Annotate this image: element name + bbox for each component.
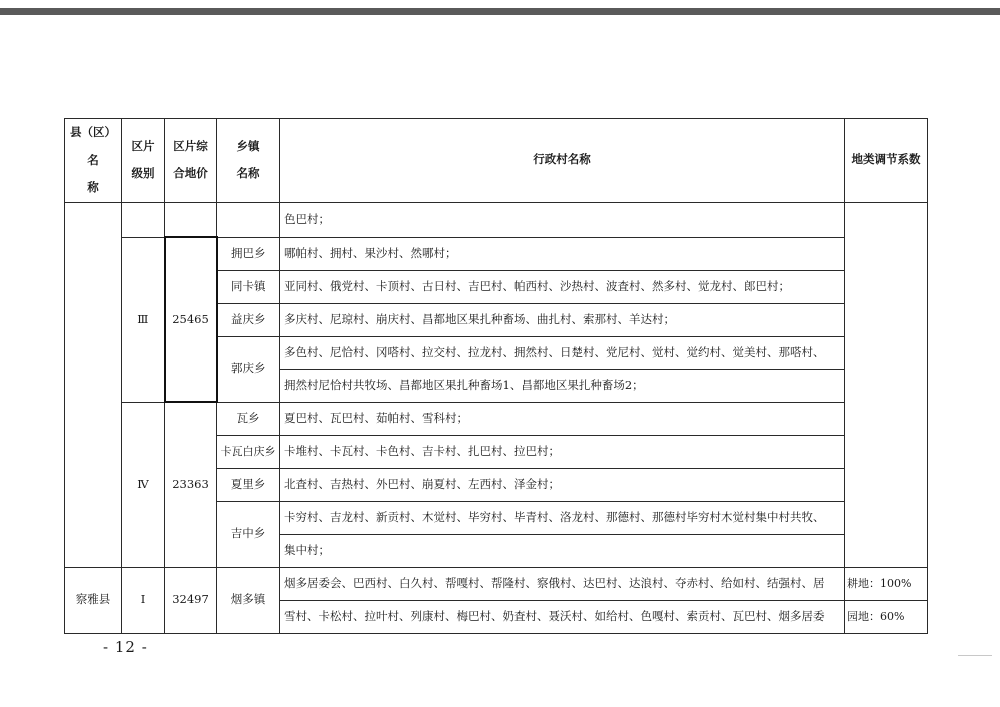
- town-cell: 拥巴乡: [217, 237, 280, 270]
- coefficient-cell: 园地：60%: [845, 600, 928, 633]
- header-town: [217, 119, 280, 203]
- county-cell-continued: [65, 202, 122, 567]
- villages-cell: 哪帕村、拥村、果沙村、然哪村；: [280, 237, 845, 270]
- header-price: [165, 119, 217, 203]
- header-price-line2: 合地价: [173, 166, 208, 181]
- scan-top-edge: [0, 8, 1000, 15]
- town-cell: 烟多镇: [217, 567, 280, 633]
- header-price-line1: 区片综: [173, 138, 208, 153]
- header-coefficient: 地类调节系数: [845, 119, 928, 203]
- villages-cell: 北査村、吉热村、外巴村、崩夏村、左西村、泽金村；: [280, 468, 845, 501]
- table-row: [65, 402, 928, 435]
- villages-cell: 烟多居委会、巴西村、白久村、帮嘎村、帮隆村、察俄村、达巴村、达浪村、夺赤村、给如村、结强村、居: [280, 567, 845, 600]
- header-row: [65, 119, 928, 203]
- villages-cell: 亚同村、俄党村、卡顶村、古日村、吉巴村、帕西村、沙热村、波査村、然多村、觉龙村、郎巴村；: [280, 270, 845, 303]
- header-level: [122, 119, 165, 203]
- town-cell: 吉中乡: [217, 501, 280, 567]
- town-cell: 益庆乡: [217, 303, 280, 336]
- level-cell-continued: [122, 202, 165, 237]
- villages-cell: 雪村、卡松村、拉叶村、列康村、梅巴村、奶査村、聂沃村、如给村、色嘎村、索贡村、瓦巴村、烟多居委: [280, 600, 845, 633]
- villages-cell: 集中村；: [280, 534, 845, 567]
- town-cell: 卡瓦白庆乡: [217, 435, 280, 468]
- level-cell: Ⅲ: [122, 237, 165, 402]
- header-villages: 行政村名称: [280, 119, 845, 203]
- level-cell: Ⅰ: [122, 567, 165, 633]
- town-cell: 郭庆乡: [217, 336, 280, 402]
- town-cell: 同卡镇: [217, 270, 280, 303]
- villages-cell: 多色村、尼恰村、冈嗒村、拉交村、拉龙村、拥然村、日楚村、党尼村、觉村、觉约村、觉美村、那嗒村、: [280, 336, 845, 369]
- header-level-line2: 级别: [131, 166, 155, 181]
- price-cell: 23363: [165, 402, 217, 567]
- coefficient-cell-continued: [845, 202, 928, 567]
- price-cell: 25465: [165, 237, 217, 402]
- level-cell: Ⅳ: [122, 402, 165, 567]
- page-number: - 12 -: [103, 638, 148, 656]
- header-county-line2: 称: [87, 180, 99, 195]
- villages-cell: 色巴村；: [280, 202, 845, 237]
- land-price-table: [64, 118, 928, 634]
- price-cell-continued: [165, 202, 217, 237]
- table-row: [65, 567, 928, 600]
- header-town-line1: 乡镇: [236, 138, 260, 153]
- villages-cell: 卡穷村、吉龙村、新贡村、木觉村、毕穷村、毕青村、洛龙村、那德村、那德村毕穷村木觉村集中村共牧、: [280, 501, 845, 534]
- table-row: [65, 237, 928, 270]
- header-county: [65, 119, 122, 203]
- villages-cell: 卡堆村、卡瓦村、卡色村、吉卡村、扎巴村、拉巴村；: [280, 435, 845, 468]
- header-town-line2: 名称: [236, 166, 260, 181]
- town-cell: 夏里乡: [217, 468, 280, 501]
- table-row: [65, 202, 928, 237]
- coefficient-cell: 耕地：100%: [845, 567, 928, 600]
- price-cell: 32497: [165, 567, 217, 633]
- header-county-line1: 县（区）名: [70, 125, 116, 167]
- villages-cell: 多庆村、尼琼村、崩庆村、昌都地区果扎种畜场、曲扎村、索那村、羊达村；: [280, 303, 845, 336]
- villages-cell: 拥然村尼恰村共牧场、昌都地区果扎种畜场1、昌都地区果扎种畜场2；: [280, 369, 845, 402]
- county-cell: 察雅县: [65, 567, 122, 633]
- town-cell: 瓦乡: [217, 402, 280, 435]
- header-level-line1: 区片: [131, 138, 155, 153]
- scan-mark: [958, 655, 992, 656]
- villages-cell: 夏巴村、瓦巴村、茹帕村、雪科村；: [280, 402, 845, 435]
- town-cell-continued: [217, 202, 280, 237]
